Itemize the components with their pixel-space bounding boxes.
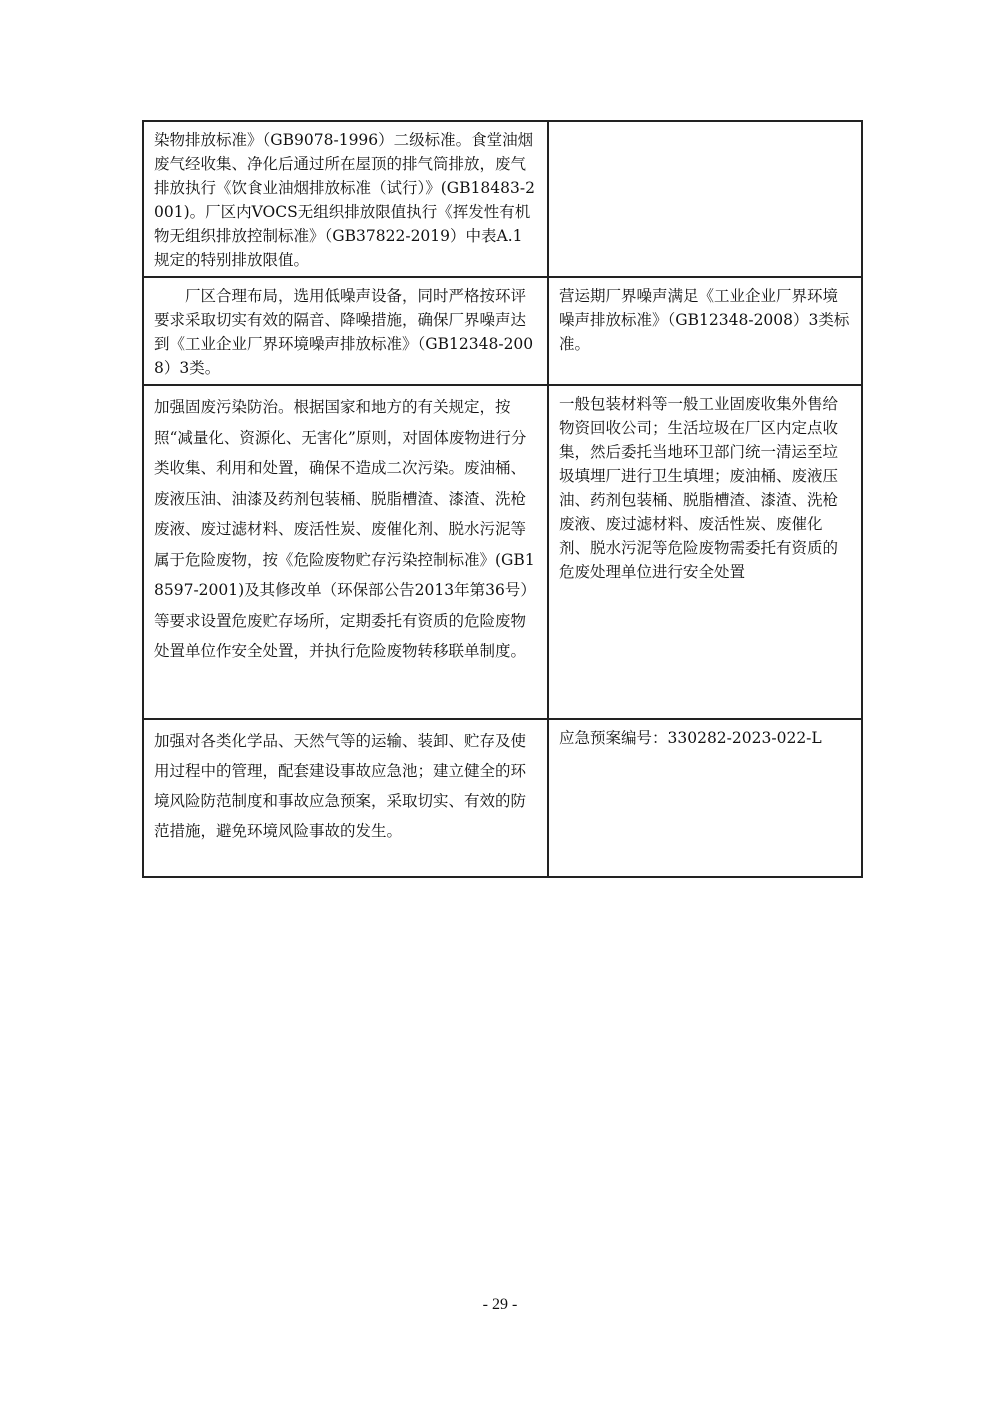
page-number: - 29 - <box>482 1296 518 1313</box>
measures-table <box>142 120 863 878</box>
table-row <box>143 719 862 877</box>
implementation-cell: 一般包装材料等一般工业固废收集外售给物资回收公司；生活垃圾在厂区内定点收集，然后委托当地环卫部门统一清运至垃圾填埋厂进行卫生填埋；废油桶、废液压油、药剂包装桶、脱脂槽渣、漆渣、洗枪废液、废过滤材料、废活性炭、废催化剂、脱水污泥等危险废物需委托有资质的危废处理单位进行安全处置 <box>548 385 862 719</box>
table-row <box>143 121 862 277</box>
table-row <box>143 385 862 719</box>
implementation-cell <box>548 121 862 277</box>
implementation-cell: 营运期厂界噪声满足《工业企业厂界环境噪声排放标准》（GB12348-2008）3类标准。 <box>548 277 862 385</box>
implementation-cell: 应急预案编号：330282-2023-022-L <box>548 719 862 877</box>
requirement-cell: 加强对各类化学品、天然气等的运输、装卸、贮存及使用过程中的管理，配套建设事故应急池；建立健全的环境风险防范制度和事故应急预案，采取切实、有效的防范措施，避免环境风险事故的发生。 <box>143 719 548 877</box>
requirement-cell: 厂区合理布局，选用低噪声设备，同时严格按环评要求采取切实有效的隔音、降噪措施，确保厂界噪声达到《工业企业厂界环境噪声排放标准》（GB12348-2008）3类。 <box>143 277 548 385</box>
requirement-cell: 加强固废污染防治。根据国家和地方的有关规定，按照“减量化、资源化、无害化”原则，对固体废物进行分类收集、利用和处置，确保不造成二次污染。废油桶、废液压油、油漆及药剂包装桶、脱脂槽渣、漆渣、洗枪废液、废过滤材料、废活性炭、废催化剂、脱水污泥等属于危险废物，按《危险废物贮存污染控制标准》(GB18597-2001)及其修改单（环保部公告2013年第36号）等要求设置危废贮存场所，定期委托有资质的危险废物处置单位作安全处置，并执行危险废物转移联单制度。 <box>143 385 548 719</box>
table-row <box>143 277 862 385</box>
requirement-cell: 染物排放标准》（GB9078-1996）二级标准。食堂油烟废气经收集、净化后通过所在屋顶的排气筒排放，废气排放执行《饮食业油烟排放标准（试行）》(GB18483-2001)。厂区内VOCS无组织排放限值执行《挥发性有机物无组织排放控制标准》（GB37822-2019）中表A.1规定的特别排放限值。 <box>143 121 548 277</box>
